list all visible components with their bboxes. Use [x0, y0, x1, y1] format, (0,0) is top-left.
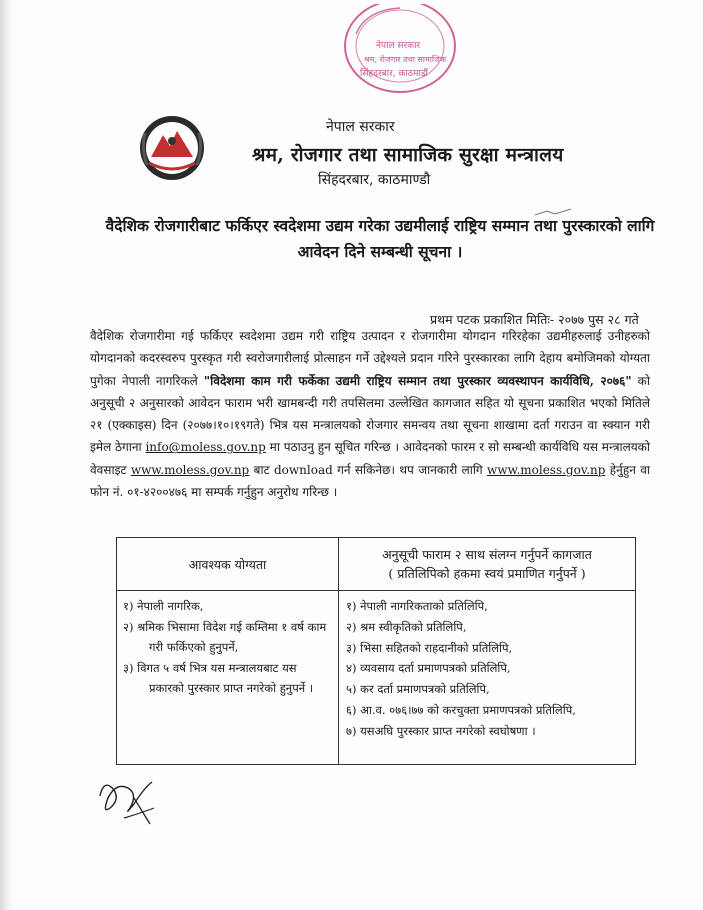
body-text-5: हेर्नुहुन वा फोन नं. ०१-४२००४७६ मा सम्पर्क गर्नुहुन अनुरोध गरिन्छ ।: [90, 462, 650, 500]
office-stamp: [336, 4, 460, 104]
table-divider-horizontal: [117, 590, 635, 591]
table-header-documents-line1: अनुसूची फाराम २ साथ संलग्न गर्नुपर्ने कागजात: [382, 547, 592, 562]
table-header-qualification: आवश्यक योग्यता: [188, 557, 267, 572]
table-header-documents-line2: ( प्रतिलिपिको हकमा स्वयं प्रमाणित गर्नुपर्ने ): [388, 566, 586, 581]
svg-text:नेपाल सरकार: नेपाल सरकार: [376, 41, 421, 51]
email-link[interactable]: info@moless.gov.np: [145, 440, 266, 455]
list-item: ३) विगत ५ वर्ष भित्र यस मन्त्रालयबाट यस प्रकारको पुरस्कार प्राप्त नगरेको हुनुपर्ने ।: [123, 660, 314, 695]
list-item: १) नेपाली नागरिकताको प्रतिलिपि,: [346, 599, 488, 613]
body-text-3: मा पठाउनु हुन सूचित गरिन्छ । आवेदनको फारम र सो सम्बन्धी कार्यविधि यस मन्त्रालयको वेवसाइट: [90, 440, 651, 477]
qualification-list: [123, 596, 333, 699]
list-item: ४) व्यवसाय दर्ता प्रमाणपत्रको प्रतिलिपि,: [346, 661, 511, 676]
government-name: नेपाल सरकार: [326, 119, 395, 135]
notice-title-line1: वैदेशिक रोजगारीबाट फर्किएर स्वदेशमा उद्यम गरेका उद्यमीलाई राष्ट्रिय सम्मान तथा पुरस्कारको लागि: [105, 216, 655, 235]
ministry-name: श्रम, रोजगार तथा सामाजिक सुरक्षा मन्त्रालय: [252, 144, 564, 166]
svg-text:श्रम, रोजगार तथा सामाजिक: श्रम, रोजगार तथा सामाजिक: [364, 55, 446, 64]
ministry-address: सिंहदरबार, काठमाण्डौ: [318, 172, 431, 188]
notice-title-line2: आवेदन दिने सम्बन्धी सूचना ।: [297, 242, 463, 261]
handwritten-signature-icon: [94, 768, 164, 832]
table-header-documents: [339, 545, 635, 583]
requirements-table: [116, 537, 636, 765]
list-item: ५) कर दर्ता प्रमाणपत्रको प्रतिलिपि,: [346, 682, 490, 697]
notice-title: [100, 213, 660, 265]
published-date: प्रथम पटक प्रकाशित मितिः- २०७७ पुस २८ गते: [430, 312, 639, 327]
list-item: ७) यसअघि पुरस्कार प्राप्त नगरेको स्वघोषणा ।: [346, 723, 536, 738]
list-item: ३) भिसा सहितको राहदानीको प्रतिलिपि,: [346, 640, 513, 655]
stamp-icon: [336, 4, 460, 104]
scan-edge: [0, 0, 14, 910]
list-item: २) श्रमिक भिसामा विदेश गई कम्तिमा १ वर्ष काम गरी फर्किएको हुनुपर्ने,: [123, 619, 327, 654]
body-text-1: वैदेशिक रोजगारीमा गई फर्किएर स्वदेशमा उद्यम गरी राष्ट्रिय उत्पादन र रोजगारीमा योगदान गरिरहेका उद्यमीहरुलाई उनीहरुको योगदानको कदरस्वरुप पुरस्कृत गरी स्वरोजगारीलाई प्रोत्साहन गर्ने उद्देश्यले प्रदान गरिने पुरस्कारका लागि देहाय बमोजिमको योग्यता पुगेका नेपाली नागरिकले: [90, 329, 650, 388]
website-link-1[interactable]: www.moless.gov.np: [130, 462, 250, 477]
body-text-4: बाट download गर्न सकिनेछ। थप जानकारी लागि: [249, 462, 488, 477]
nepal-emblem-icon: [137, 113, 207, 183]
list-item: ६) आ.व. ०७६।७७ को करचुक्ता प्रमाणपत्रको प्रतिलिपि,: [346, 702, 576, 717]
body-text-2: को अनुसूची २ अनुसारको आवेदन फाराम भरी खामबन्दी गरी तपसिलमा उल्लेखित कागजात सहित यो सूचना प्रकाशित भएको मितिले २१ (एक्काइस) दिन (२०७७।१०।१९गते) भित्र यस मन्त्रालयको रोजगार समन्वय तथा सूचना शाखामा दर्ता गराउन वा स्क्यान गरी इमेल ठेगाना: [90, 373, 651, 455]
list-item: १) नेपाली नागरिक,: [123, 599, 204, 613]
document-list: [346, 596, 632, 742]
list-item: २) श्रम स्वीकृतिको प्रतिलिपि,: [346, 619, 467, 634]
svg-text:सिंहदरबार, काठमाडौं: सिंहदरबार, काठमाडौं: [360, 69, 428, 79]
website-link-2[interactable]: www.moless.gov.np: [487, 462, 606, 477]
notice-body: [90, 325, 650, 503]
procedure-name: "विदेशमा काम गरी फर्केका उद्यमी राष्ट्रिय सम्मान तथा पुरस्कार व्यवस्थापन कार्यविधि, २०७६": [203, 373, 632, 388]
